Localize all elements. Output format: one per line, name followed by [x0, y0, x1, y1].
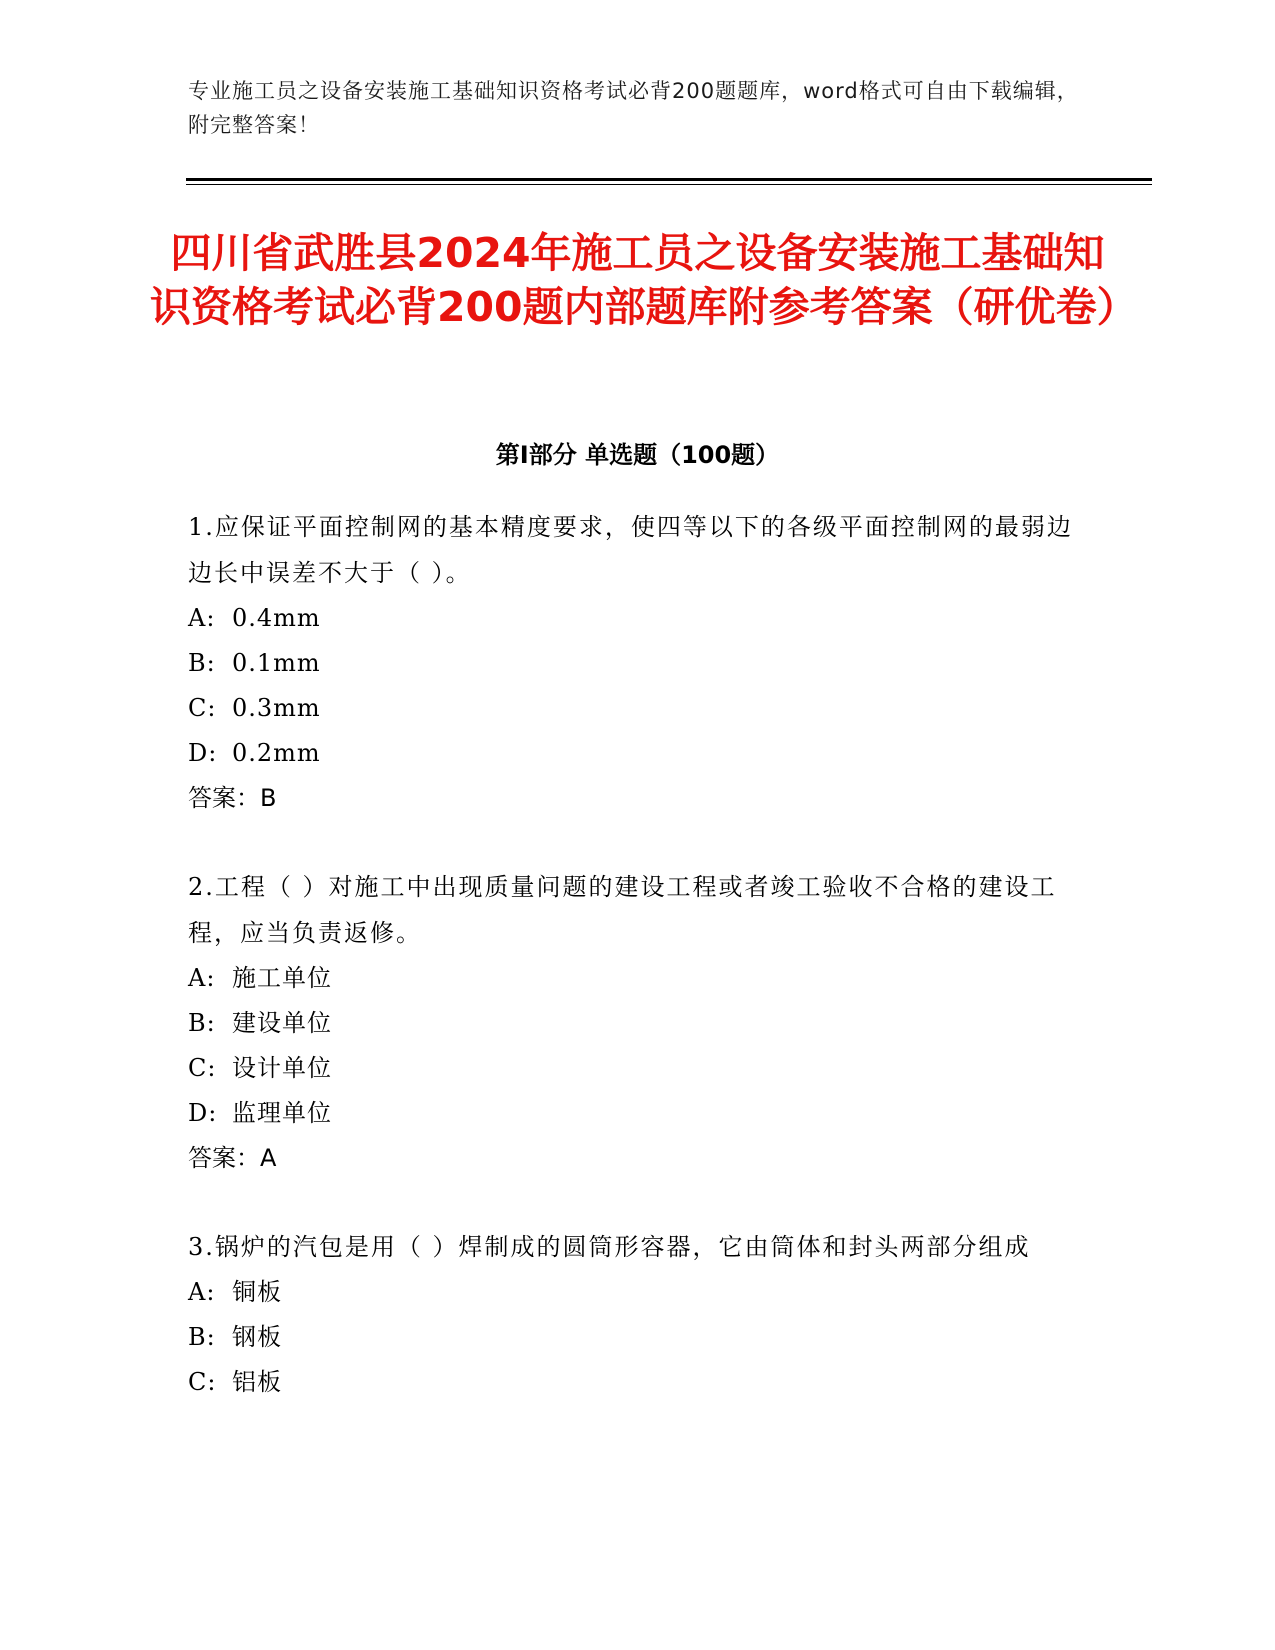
option-letter: D: [188, 1099, 218, 1127]
option-letter: B: [188, 1323, 216, 1351]
option-c [188, 686, 1088, 731]
question-1 [188, 504, 1088, 821]
question-stem: 1.应保证平面控制网的基本精度要求，使四等以下的各级平面控制网的最弱边边长中误差不大于（ ）。 [188, 513, 1073, 587]
section-title: 第I部分 单选题（100题） [495, 441, 780, 469]
option-text: 监理单位 [232, 1099, 332, 1127]
option-a [188, 1270, 1088, 1315]
question-stem: 3.锅炉的汽包是用（ ）焊制成的圆筒形容器，它由筒体和封头两部分组成 [188, 1233, 1031, 1261]
option-letter: C: [188, 1054, 217, 1082]
option-letter: A: [188, 604, 216, 632]
option-letter: B: [188, 649, 216, 677]
option-letter: C: [188, 1368, 217, 1396]
option-text: 钢板 [232, 1323, 282, 1351]
question-stem: 2.工程（ ）对施工中出现质量问题的建设工程或者竣工验收不合格的建设工程，应当负责返修。 [188, 873, 1057, 947]
option-text: 0.4mm [232, 604, 321, 632]
option-a [188, 956, 1088, 1001]
header-divider-thin [186, 184, 1152, 185]
option-text: 施工单位 [232, 964, 332, 992]
option-c [188, 1360, 1088, 1405]
option-c [188, 1046, 1088, 1091]
option-text: 0.1mm [232, 649, 321, 677]
option-letter: C: [188, 694, 217, 722]
option-letter: B: [188, 1009, 216, 1037]
option-letter: A: [188, 964, 216, 992]
option-text: 0.2mm [232, 739, 321, 767]
option-letter: A: [188, 1278, 216, 1306]
option-text: 铜板 [232, 1278, 282, 1306]
option-text: 铝板 [232, 1368, 282, 1396]
header-divider-thick [186, 178, 1152, 181]
option-letter: D: [188, 739, 218, 767]
answer-line: 答案：A [188, 1144, 277, 1172]
option-text: 建设单位 [232, 1009, 332, 1037]
option-d [188, 1091, 1088, 1136]
option-text: 0.3mm [232, 694, 321, 722]
option-b [188, 641, 1088, 686]
option-a [188, 596, 1088, 641]
header-note: 专业施工员之设备安装施工基础知识资格考试必背200题题库，word格式可自由下载编辑，附完整答案！ [188, 79, 1079, 137]
option-b [188, 1001, 1088, 1046]
option-d [188, 731, 1088, 776]
question-2 [188, 864, 1088, 1181]
option-b [188, 1315, 1088, 1360]
question-3 [188, 1224, 1088, 1405]
answer-line: 答案：B [188, 784, 277, 812]
document-title: 四川省武胜县2024年施工员之设备安装施工基础知识资格考试必背200题内部题库附参考答案（研优卷） [150, 229, 1138, 331]
option-text: 设计单位 [232, 1054, 332, 1082]
